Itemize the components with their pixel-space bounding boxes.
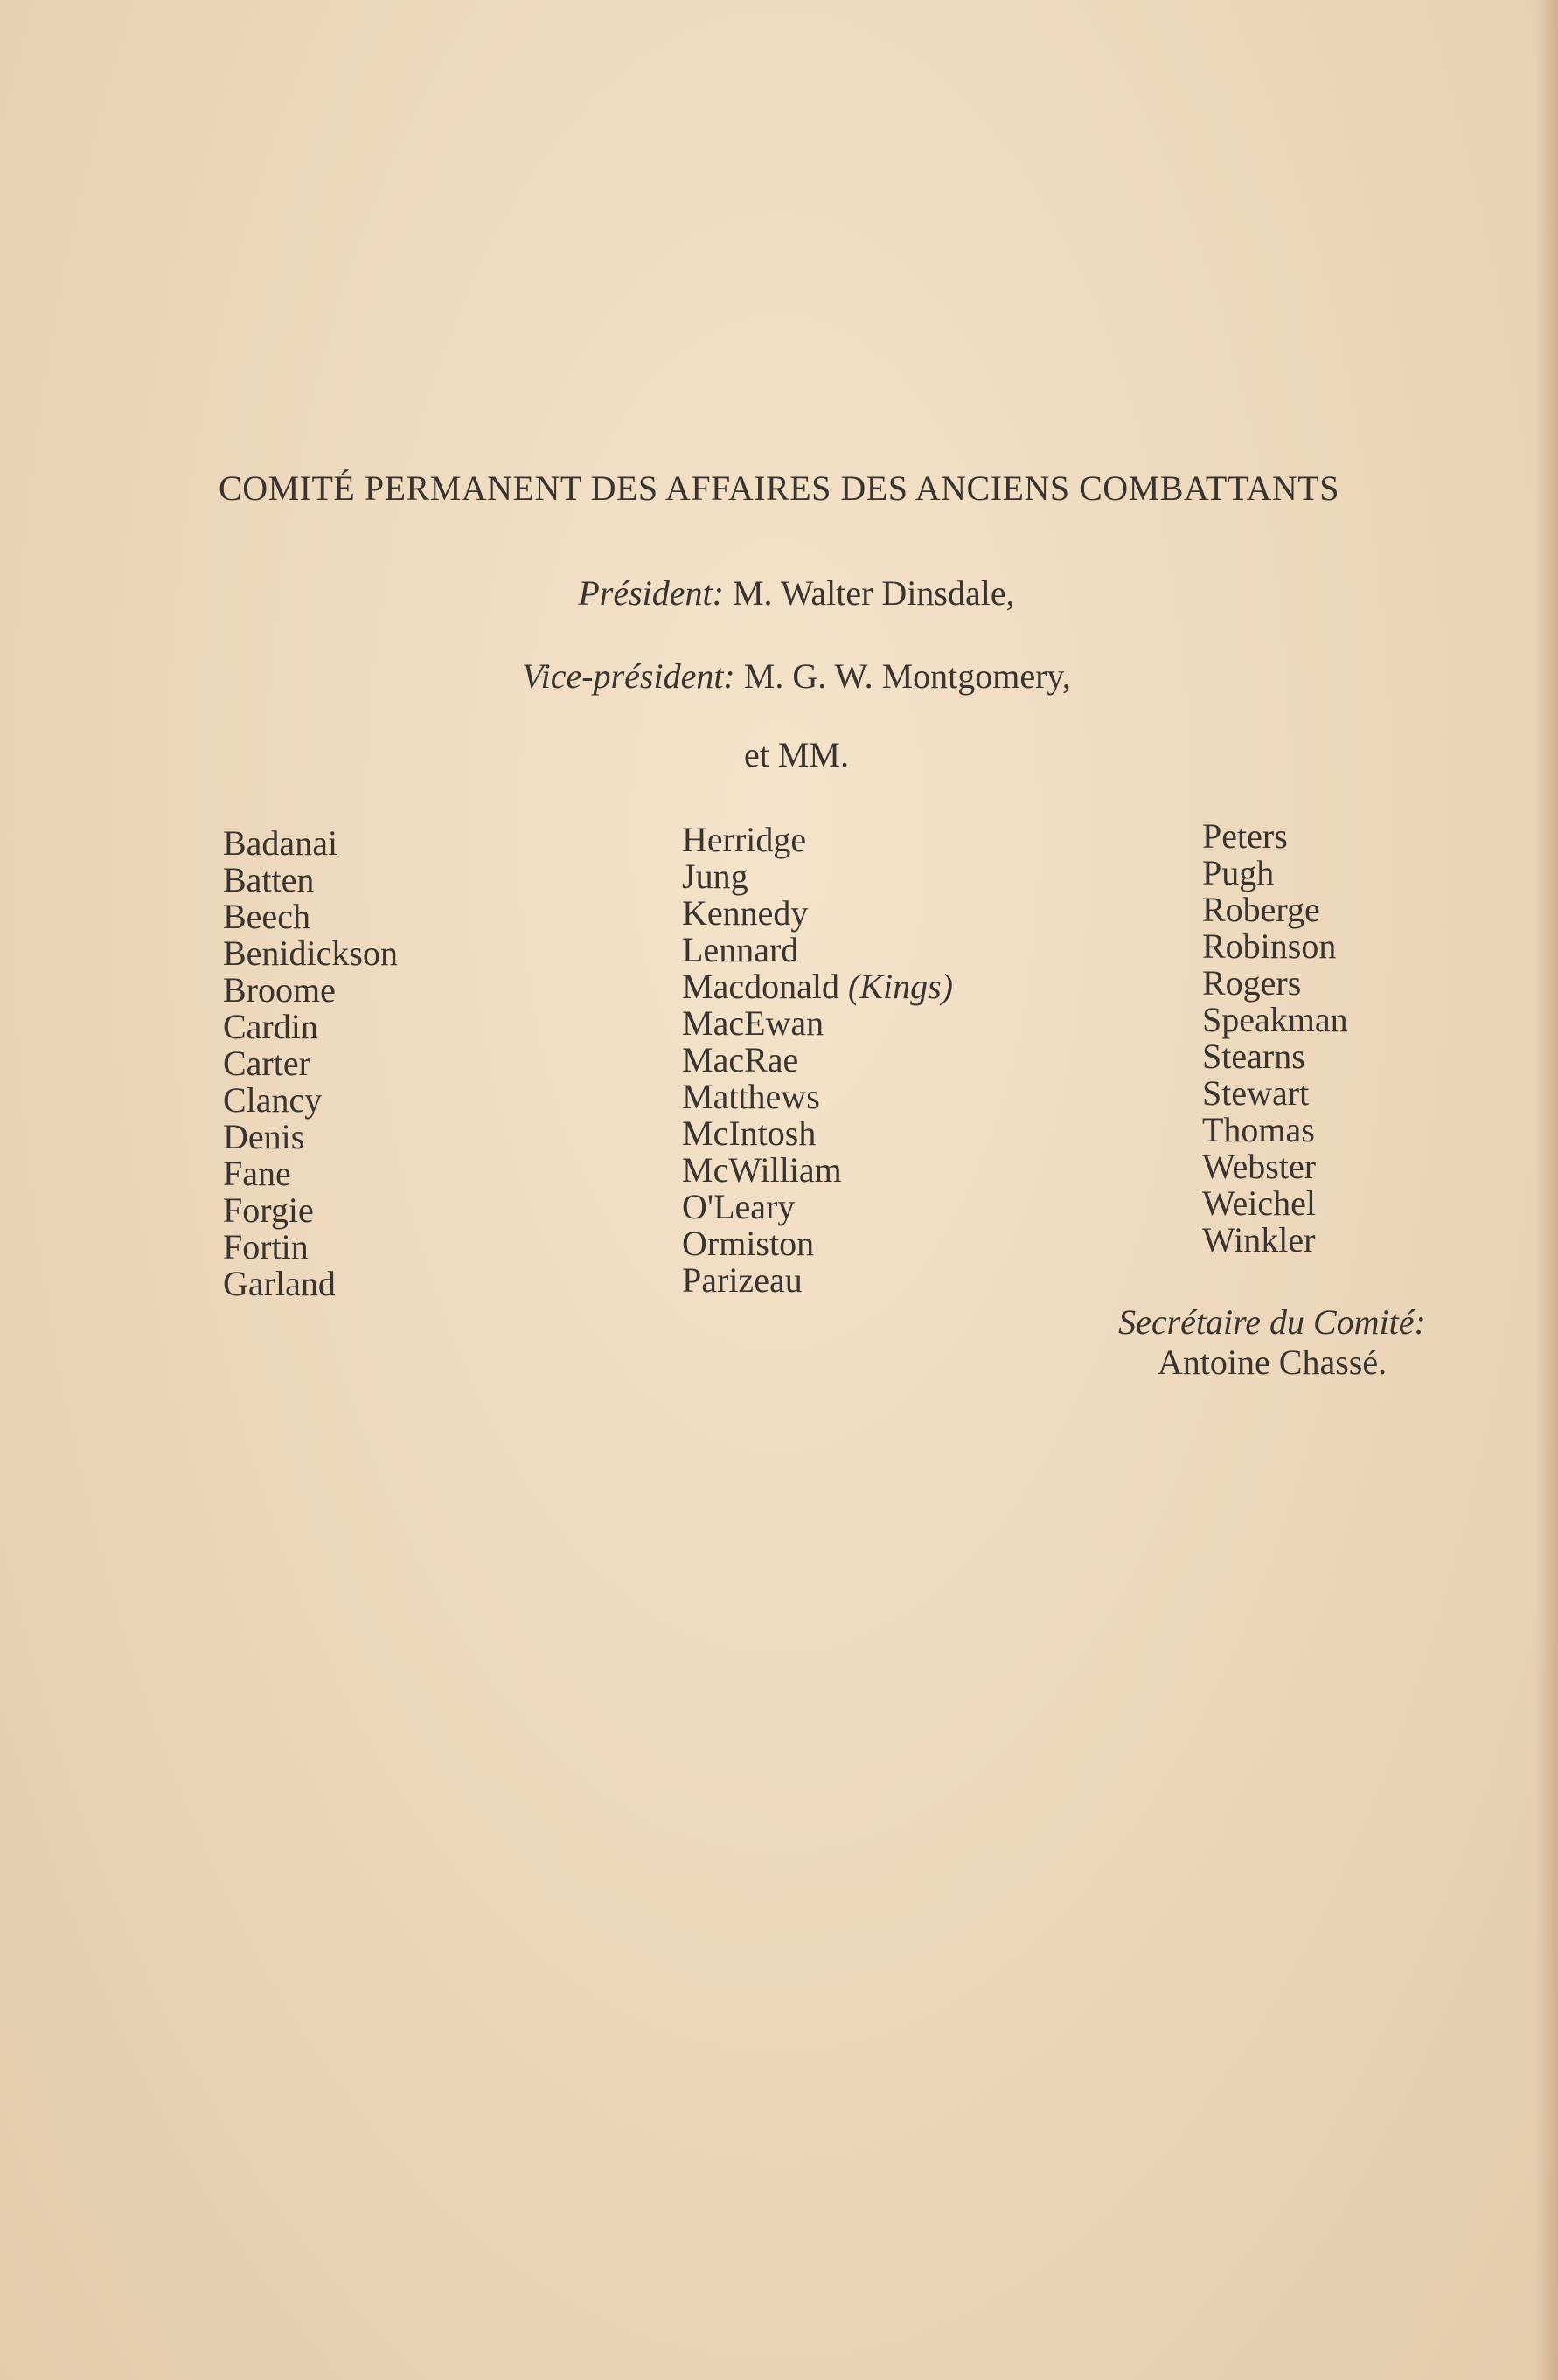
member-name: Matthews [682, 1077, 820, 1116]
member-name: Speakman [1202, 1000, 1348, 1039]
member-name: Carter [223, 1044, 310, 1083]
page-edge [1535, 0, 1558, 2380]
members-label: et MM. [744, 735, 849, 774]
vice-president-role: Vice-président: [522, 656, 735, 696]
member-name: Lennard [682, 930, 799, 969]
president-name: M. Walter Dinsdale, [732, 573, 1015, 613]
member-name: O'Leary [682, 1187, 796, 1226]
committee-secretary [1089, 1302, 1456, 1383]
member-name: McWilliam [682, 1150, 842, 1190]
member-name: Broome [223, 970, 336, 1010]
member-name: Rogers [1202, 963, 1302, 1003]
vice-president-name: M. G. W. Montgomery, [743, 656, 1071, 696]
member-name: Winkler [1202, 1220, 1316, 1259]
member-name: Herridge [682, 820, 807, 859]
member-name: MacEwan [682, 1003, 824, 1043]
member-name: Jung [682, 857, 748, 896]
member-name: Stearns [1202, 1037, 1305, 1076]
secretary-role: Secrétaire du Comité: [1118, 1302, 1426, 1342]
member-name: Robinson [1202, 926, 1337, 966]
member-name: Badanai [223, 823, 338, 863]
members-column-1 [223, 825, 398, 1302]
member-name: McIntosh [682, 1114, 817, 1153]
member-name: Pugh [1202, 853, 1275, 892]
members-column-2 [682, 822, 953, 1299]
member-name: Stewart [1202, 1073, 1310, 1113]
member-name: Ormiston [682, 1224, 815, 1263]
president-line [0, 572, 1558, 614]
secretary-name: Antoine Chassé. [1157, 1343, 1388, 1382]
member-name: Kennedy [682, 893, 809, 933]
member-name: Webster [1202, 1147, 1317, 1186]
constituency-note: (Kings) [847, 967, 953, 1006]
member-name: Benidickson [223, 933, 398, 973]
member-name: Batten [223, 860, 315, 899]
member-name-with-note [682, 968, 953, 1005]
member-name: Peters [1202, 816, 1288, 856]
vice-president-line [0, 656, 1558, 697]
committee-heading: COMITÉ PERMANENT DES AFFAIRES DES ANCIENS COMBATTANTS [219, 468, 1339, 508]
member-name: Fortin [223, 1227, 309, 1266]
member-name: Garland [223, 1264, 336, 1303]
member-name: Forgie [223, 1190, 314, 1230]
member-name: Fane [223, 1154, 291, 1193]
member-name: Weichel [1202, 1183, 1317, 1223]
members-column-3 [1202, 818, 1348, 1259]
member-name: Beech [223, 897, 310, 936]
member-name: Denis [223, 1117, 305, 1156]
member-name: Macdonald [682, 967, 839, 1006]
member-name: Roberge [1202, 890, 1320, 929]
president-role: Président: [578, 573, 724, 613]
member-name: Thomas [1202, 1110, 1315, 1149]
member-name: Parizeau [682, 1260, 803, 1300]
member-name: Cardin [223, 1007, 318, 1046]
member-name: MacRae [682, 1040, 799, 1079]
member-name: Clancy [223, 1080, 323, 1120]
